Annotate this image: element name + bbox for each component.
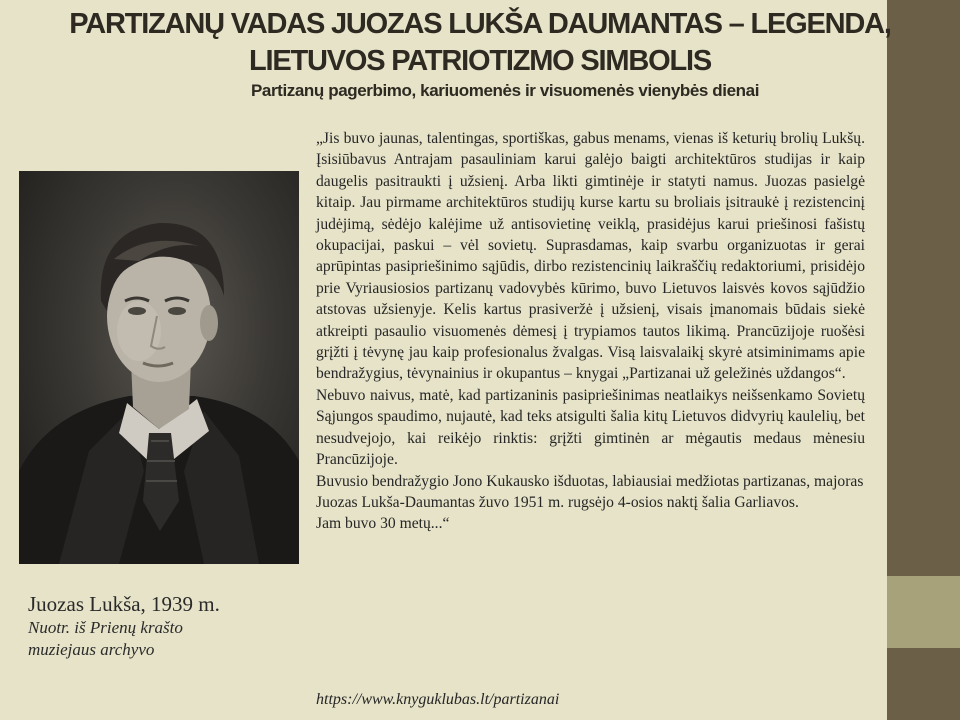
quote-paragraph-1: „Jis buvo jaunas, talentingas, sportiškas, gabus menams, vienas iš keturių brolių Lukšų. Įsisiūbavus Antrajam pasauliniam karui galėjo baigti architektūros studijas ir kaip daugelis pasitraukti į užsienį. Arba likti gimtinėje ir statyti namus. Juozas pasielgė kitaip. Jau pirmame architektūros studijų kurse kartu su broliais įsitraukė į rezistencinį judėjimą, sėdėjo kalėjime už antisovietinę veiklą, prasidėjus karui priešinosi fašistų okupacijai, paskui – vėl sovietų. Suprasdamas, kaip svarbu organizuotas ir gerai aprūpintas pasipriešinimo sąjūdis, dirbo rezistencinių laikraščių redaktoriumi, prisidėjo prie Vyriausiosios partizanų vadovybės kūrimo, buvo Lietuvos laisvės kovos sąjūdžio atstovas užsienyje. Kelis kartus prasiveržė į užsienį, visais įmanomais būdais siekė atkreipti pasaulio visuomenės dėmesį į trypiamos tautos likimą. Prancūzijoje ruošėsi grįžti į tėvynę jau kaip profesionalus žvalgas. Visą laisvalaikį skyrė atsiminimams apie bendražygius, tėvynainius ir okupantus – knygai „Partizanai už geležinės uždangos“.	[316, 130, 865, 383]
portrait-photo	[19, 171, 299, 564]
caption-credit-line-1: Nuotr. iš Prienų krašto	[28, 618, 183, 637]
photo-caption	[28, 591, 298, 661]
quote-paragraph-4: Jam buvo 30 metų...“	[316, 515, 450, 533]
quote-paragraph-2: Nebuvo naivus, matė, kad partizaninis pasipriešinimas neatlaikys neišsenkamo Sovietų Sąjungos spaudimo, nujautė, kad teks atsigulti šalia kitų Lietuvos didvyrių kaulelių, bet nesudvejojo, kai reikėjo rinktis: grįžti gimtinėn ar mėgautis medaus mėnesiu Prancūzijoje.	[316, 386, 865, 469]
slide-title-line-2: LIETUVOS PATRIOTIZMO SIMBOLIS	[249, 45, 711, 77]
slide-subtitle: Partizanų pagerbimo, kariuomenės ir visuomenės vienybės dienai	[250, 81, 760, 100]
caption-credit-line-2: muziejaus archyvo	[28, 640, 155, 659]
quote-text	[316, 128, 865, 535]
quote-paragraph-3: Buvusio bendražygio Jono Kukausko išduotas, labiausiai medžiotas partizanas, majoras Juozas Lukša-Daumantas žuvo 1951 m. rugsėjo 4-osios naktį šalia Garliavos.	[316, 472, 864, 511]
side-band-bottom	[887, 648, 960, 720]
slide-header	[0, 6, 960, 102]
source-link[interactable]: https://www.knyguklubas.lt/partizanai	[316, 691, 560, 708]
side-band-middle	[887, 576, 960, 648]
slide-title-line-1: PARTIZANŲ VADAS JUOZAS LUKŠA DAUMANTAS – LEGENDA,	[69, 8, 891, 40]
caption-name: Juozas Lukša, 1939 m.	[28, 592, 220, 616]
